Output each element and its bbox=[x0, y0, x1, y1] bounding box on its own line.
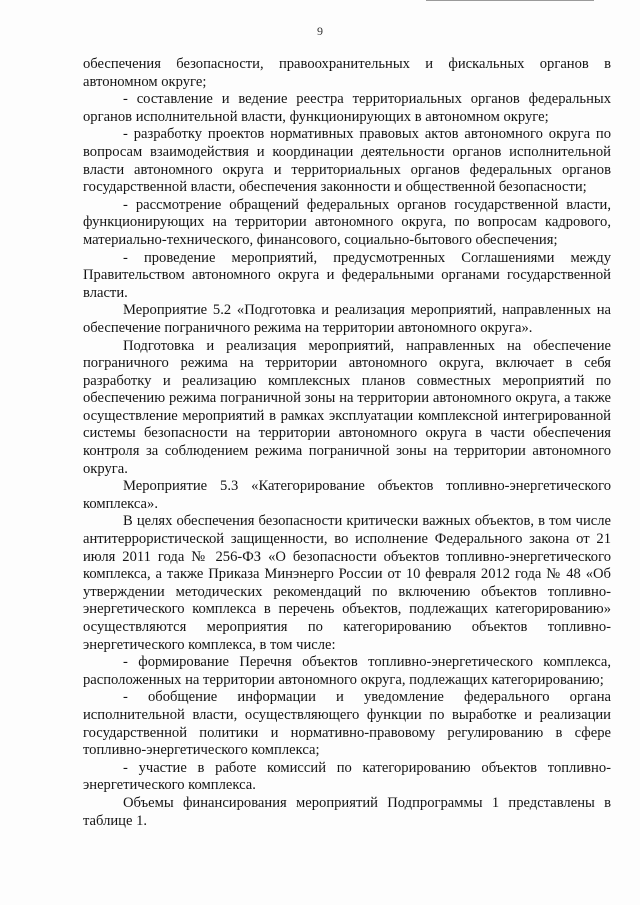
list-item-commissions: - участие в работе комиссий по категорированию объектов топливно-энергетического комплекса. bbox=[83, 759, 611, 794]
list-item-registry: - составление и ведение реестра территориальных органов федеральных органов исполнительной власти, функционирующих в автономном округе; bbox=[83, 91, 611, 125]
measure-5-2-description: Подготовка и реализация мероприятий, направленных на обеспечение пограничного режима на территории автономного округа, включает в себя разработку и реализацию комплексных планов совместных мероприятий по обеспечению режима пограничной зоны на территории автономного округа, а также осуществление мероприятий в рамках эксплуатации комплексной интегрированной системы безопасности на территории автономного округа в части обеспечения контроля за соблюдением режима пограничной зоны на территории автономного округа. bbox=[83, 337, 611, 477]
scan-edge-mark bbox=[426, 0, 594, 1]
list-item-appeals: - рассмотрение обращений федеральных органов государственной власти, функционирующих на территории автономного округа, по вопросам кадрового, материально-технического, финансового, социально-бытового обеспечения; bbox=[83, 196, 611, 248]
measure-5-3-description: В целях обеспечения безопасности критически важных объектов, в том числе антитеррористической защищенности, во исполнение Федерального закона от 21 июля 2011 года № 256-ФЗ «О безопасности объектов топливно-энергетического комплекса, а также Приказа Минэнерго России от 10 февраля 2012 года № 48 «Об утверждении методических рекомендаций по включению объектов топливно-энергетического комплекса в перечень объектов, подлежащих категорированию» осуществляются мероприятия по категорированию объектов топливно-энергетического комплекса, в том числе: bbox=[83, 513, 611, 653]
list-item-agreements: - проведение мероприятий, предусмотренных Соглашениями между Правительством автономного округа и федеральными органами государственной власти. bbox=[83, 249, 611, 301]
measure-5-2-heading: Мероприятие 5.2 «Подготовка и реализация мероприятий, направленных на обеспечение пограничного режима на территории автономного округа». bbox=[83, 302, 611, 336]
list-item-notification: - обобщение информации и уведомление федерального органа исполнительной власти, осуществляющего функции по выработке и реализации государственной политики и нормативно-правовому регулированию в сфере топливно-энергетического комплекса; bbox=[83, 689, 611, 759]
page-number: 9 bbox=[317, 24, 323, 38]
list-item-legal-acts: - разработку проектов нормативных правовых актов автономного округа по вопросам взаимодействия и координации деятельности органов исполнительной власти автономного округа и территориальных органов федеральных органов государственной власти, обеспечения законности и общественной безопасности; bbox=[83, 126, 611, 196]
list-item-register-formation: - формирование Перечня объектов топливно-энергетического комплекса, расположенных на территории автономного округа, подлежащих категорированию; bbox=[83, 654, 611, 688]
financing-reference: Объемы финансирования мероприятий Подпрограммы 1 представлены в таблице 1. bbox=[83, 794, 611, 829]
paragraph-continuation: обеспечения безопасности, правоохранительных и фискальных органов в автономном округе; bbox=[83, 56, 611, 90]
document-body bbox=[83, 56, 611, 830]
measure-5-3-heading: Мероприятие 5.3 «Категорирование объектов топливно-энергетического комплекса». bbox=[83, 478, 611, 512]
